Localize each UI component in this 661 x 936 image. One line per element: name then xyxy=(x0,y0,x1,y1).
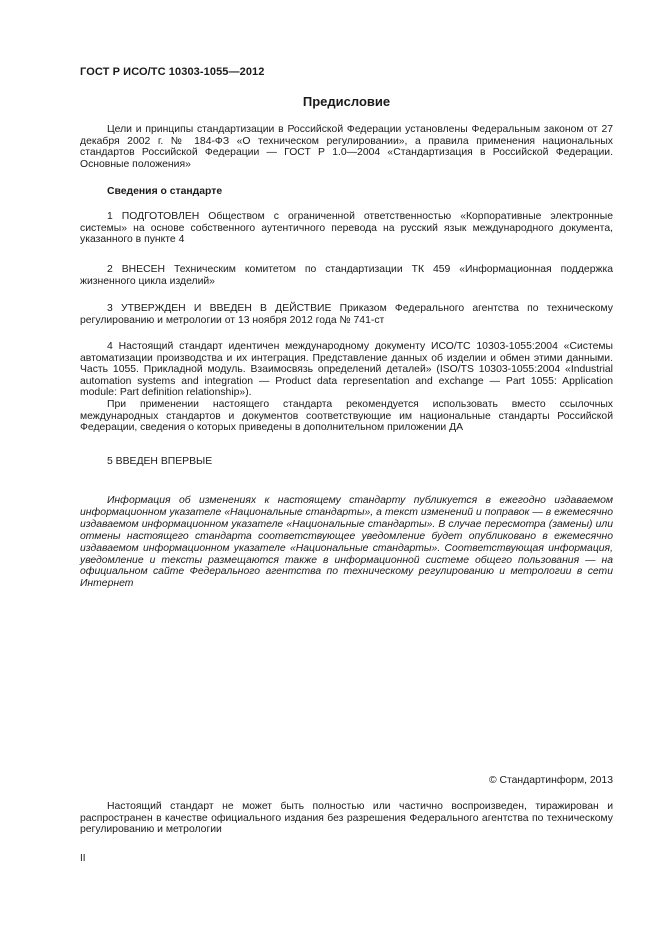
item-2-text: 2 ВНЕСЕН Техническим комитетом по стандартизации ТК 459 «Информационная поддержка жизненного цикла изделий» xyxy=(80,264,613,287)
item-5 xyxy=(80,456,613,468)
intro-text: Цели и принципы стандартизации в Российской Федерации установлены Федеральным законом от 27 декабря 2002 г. № 184-ФЗ «О техническом регулировании», а правила применения национальных стандартов Российской Федерации — ГОСТ Р 1.0—2004 «Стандартизация в Российской Федерации. Основные положения» xyxy=(80,124,613,170)
page-number: II xyxy=(80,853,86,864)
reproduction-note xyxy=(80,801,613,836)
item-4 xyxy=(80,341,613,434)
standard-info-heading: Сведения о стандарте xyxy=(107,186,223,197)
item-3-text: 3 УТВЕРЖДЕН И ВВЕДЕН В ДЕЙСТВИЕ Приказом Федерального агентства по техническому регулированию и метрологии от 13 ноября 2012 года № 741-ст xyxy=(80,303,613,326)
item-2 xyxy=(80,264,613,287)
item-4-text: 4 Настоящий стандарт идентичен международному документу ИСО/ТС 10303-1055:2004 «Системы автоматизации производства и их интеграция. Представление данных об изделии и обмен этими данными. Часть 1055. Прикладной модуль. Взаимосвязь определений деталей» (ISO/TS 10303-1055:2004 «Industrial automation systems and integration — Product data representation and exchange — Part 1055: Application module: Part definition relationship»). xyxy=(80,341,613,399)
reproduction-note-text: Настоящий стандарт не может быть полностью или частично воспроизведен, тиражирован и распространен в качестве официального издания без разрешения Федерального агентства по техническому регулированию и метрологии xyxy=(80,801,613,836)
document-code-header: ГОСТ Р ИСО/ТС 10303-1055—2012 xyxy=(80,66,265,78)
info-notice-text: Информация об изменениях к настоящему стандарту публикуется в ежегодно издаваемом информационном указателе «Национальные стандарты», а текст изменений и поправок — в ежемесячно издаваемом информационном указателе «Национальные стандарты». В случае пересмотра (замены) или отмены настоящего стандарта соответствующее уведомление будет опубликовано в ежемесячно издаваемом информационном указателе «Национальные стандарты». Соответствующая информация, уведомление и тексты размещаются также в информационной системе общего пользования — на официальном сайте Федерального агентства по техническому регулированию и метрологии в сети Интернет xyxy=(80,495,613,590)
item-1-text: 1 ПОДГОТОВЛЕН Обществом с ограниченной ответственностью «Корпоративные электронные системы» на основе собственного аутентичного перевода на русский язык международного документа, указанного в пункте 4 xyxy=(80,211,613,246)
item-5-text: 5 ВВЕДЕН ВПЕРВЫЕ xyxy=(107,456,213,467)
copyright-line: © Стандартинформ, 2013 xyxy=(488,775,613,786)
item-3 xyxy=(80,303,613,326)
intro-paragraph xyxy=(80,124,613,170)
info-notice xyxy=(80,495,613,590)
item-1 xyxy=(80,211,613,246)
section-title: Предисловие xyxy=(302,94,391,109)
item-4-note: При применении настоящего стандарта рекомендуется использовать вместо ссылочных международных стандартов и документов соответствующие им национальные стандарты Российской Федерации, сведения о которых приведены в дополнительном приложении ДА xyxy=(80,398,613,434)
